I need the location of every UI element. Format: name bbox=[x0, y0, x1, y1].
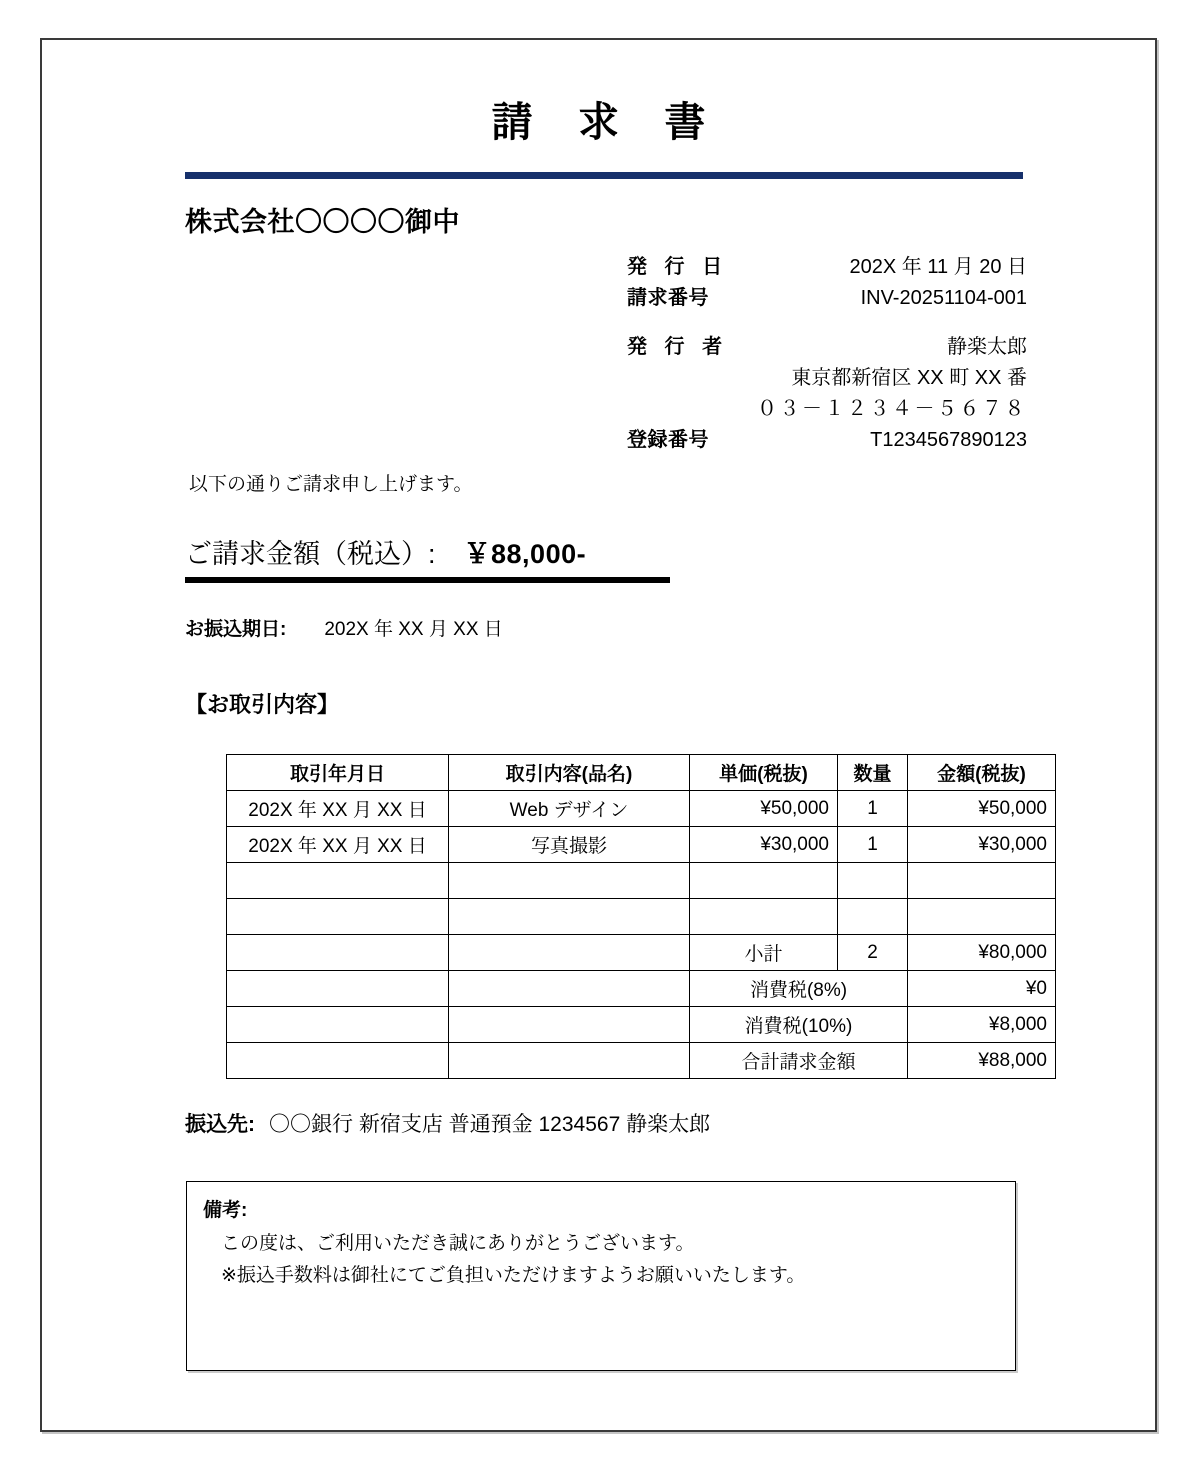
due-date-block bbox=[185, 614, 503, 641]
cell-description bbox=[449, 863, 690, 899]
recipient-name: 株式会社〇〇〇〇御中 bbox=[185, 207, 460, 237]
remarks-line-2: ※振込手数料は御社にてご負担いただけますようお願いいたします。 bbox=[221, 1265, 806, 1286]
cell-unit-price: ¥30,000 bbox=[690, 827, 838, 863]
issuer-name: 静楽太郎 bbox=[947, 336, 1027, 358]
grand-total-underline bbox=[185, 577, 670, 583]
registration-row bbox=[627, 425, 1027, 456]
tax8-row bbox=[227, 971, 1056, 1007]
issuer-meta-block bbox=[627, 252, 1027, 456]
cell-unit-price bbox=[690, 863, 838, 899]
cell-quantity bbox=[838, 899, 908, 935]
spacer-cell bbox=[449, 1043, 690, 1079]
table-header-row bbox=[227, 755, 1056, 791]
cell-date bbox=[227, 899, 449, 935]
cell-amount: ¥50,000 bbox=[908, 791, 1056, 827]
spacer-cell bbox=[227, 1043, 449, 1079]
intro-text: 以下の通りご請求申し上げます。 bbox=[189, 474, 473, 495]
column-header-date: 取引年月日 bbox=[227, 755, 449, 791]
table-row bbox=[227, 791, 1056, 827]
issuer-phone-row bbox=[627, 394, 1027, 425]
cell-date: 202X 年 XX 月 XX 日 bbox=[227, 827, 449, 863]
spacer-cell bbox=[227, 971, 449, 1007]
items-table bbox=[226, 754, 1056, 1079]
total-amount: ¥88,000 bbox=[908, 1043, 1056, 1079]
cell-description: 写真撮影 bbox=[449, 827, 690, 863]
invoice-number-row bbox=[627, 283, 1027, 314]
column-header-unit-price: 単価(税抜) bbox=[690, 755, 838, 791]
total-label: 合計請求金額 bbox=[690, 1043, 908, 1079]
column-header-quantity: 数量 bbox=[838, 755, 908, 791]
issue-date-value: 202X 年 11 月 20 日 bbox=[849, 256, 1027, 278]
table-row bbox=[227, 863, 1056, 899]
subtotal-row bbox=[227, 935, 1056, 971]
cell-quantity: 1 bbox=[838, 791, 908, 827]
total-row bbox=[227, 1043, 1056, 1079]
registration-value: T1234567890123 bbox=[870, 429, 1027, 451]
items-section-heading: 【お取引内容】 bbox=[185, 692, 340, 717]
grand-total-block bbox=[185, 532, 685, 583]
subtotal-quantity: 2 bbox=[838, 935, 908, 971]
tax10-amount: ¥8,000 bbox=[908, 1007, 1056, 1043]
invoice-number-label: 請求番号 bbox=[627, 287, 709, 309]
cell-date: 202X 年 XX 月 XX 日 bbox=[227, 791, 449, 827]
tax10-label: 消費税(10%) bbox=[690, 1007, 908, 1043]
title-divider bbox=[185, 172, 1023, 179]
cell-amount bbox=[908, 899, 1056, 935]
cell-date bbox=[227, 863, 449, 899]
cell-description bbox=[449, 899, 690, 935]
remarks-box bbox=[186, 1181, 1016, 1371]
table-row bbox=[227, 899, 1056, 935]
issuer-phone: ０３－１２３４－５６７８ bbox=[757, 398, 1027, 420]
bank-transfer-block bbox=[185, 1108, 710, 1138]
registration-label: 登録番号 bbox=[627, 429, 709, 451]
table-row bbox=[227, 827, 1056, 863]
spacer-cell bbox=[449, 971, 690, 1007]
cell-amount bbox=[908, 863, 1056, 899]
spacer-cell bbox=[449, 1007, 690, 1043]
invoice-page bbox=[40, 38, 1157, 1432]
issue-date-row bbox=[627, 252, 1027, 283]
issuer-address: 東京都新宿区 XX 町 XX 番 bbox=[791, 367, 1027, 389]
bank-label: 振込先: bbox=[185, 1113, 255, 1136]
cell-unit-price bbox=[690, 899, 838, 935]
page-title: 請 求 書 bbox=[491, 99, 723, 145]
grand-total-label: ご請求金額（税込）: bbox=[185, 539, 436, 569]
remarks-line-1: この度は、ご利用いただき誠にありがとうございます。 bbox=[221, 1233, 695, 1254]
bank-value: 〇〇銀行 新宿支店 普通預金 1234567 静楽太郎 bbox=[269, 1113, 711, 1136]
tax8-label: 消費税(8%) bbox=[690, 971, 908, 1007]
column-header-description: 取引内容(品名) bbox=[449, 755, 690, 791]
subtotal-amount: ¥80,000 bbox=[908, 935, 1056, 971]
tax10-row bbox=[227, 1007, 1056, 1043]
column-header-amount: 金額(税抜) bbox=[908, 755, 1056, 791]
issuer-address-row bbox=[627, 363, 1027, 394]
cell-quantity: 1 bbox=[838, 827, 908, 863]
meta-spacer bbox=[627, 314, 1027, 332]
due-date-label: お振込期日: bbox=[185, 619, 287, 640]
spacer-cell bbox=[227, 1007, 449, 1043]
issuer-row bbox=[627, 332, 1027, 363]
subtotal-blank-description bbox=[449, 935, 690, 971]
due-date-value: 202X 年 XX 月 XX 日 bbox=[324, 619, 503, 640]
cell-quantity bbox=[838, 863, 908, 899]
grand-total-amount: ￥88,000- bbox=[463, 539, 587, 569]
issuer-label: 発 行 者 bbox=[627, 336, 729, 358]
items-table-wrapper bbox=[226, 754, 1056, 1079]
cell-description: Web デザイン bbox=[449, 791, 690, 827]
invoice-number-value: INV-20251104-001 bbox=[860, 287, 1027, 309]
subtotal-label: 小計 bbox=[690, 935, 838, 971]
issue-date-label: 発 行 日 bbox=[627, 256, 729, 278]
tax8-amount: ¥0 bbox=[908, 971, 1056, 1007]
cell-unit-price: ¥50,000 bbox=[690, 791, 838, 827]
subtotal-blank-date bbox=[227, 935, 449, 971]
remarks-label: 備考: bbox=[203, 1200, 248, 1221]
cell-amount: ¥30,000 bbox=[908, 827, 1056, 863]
